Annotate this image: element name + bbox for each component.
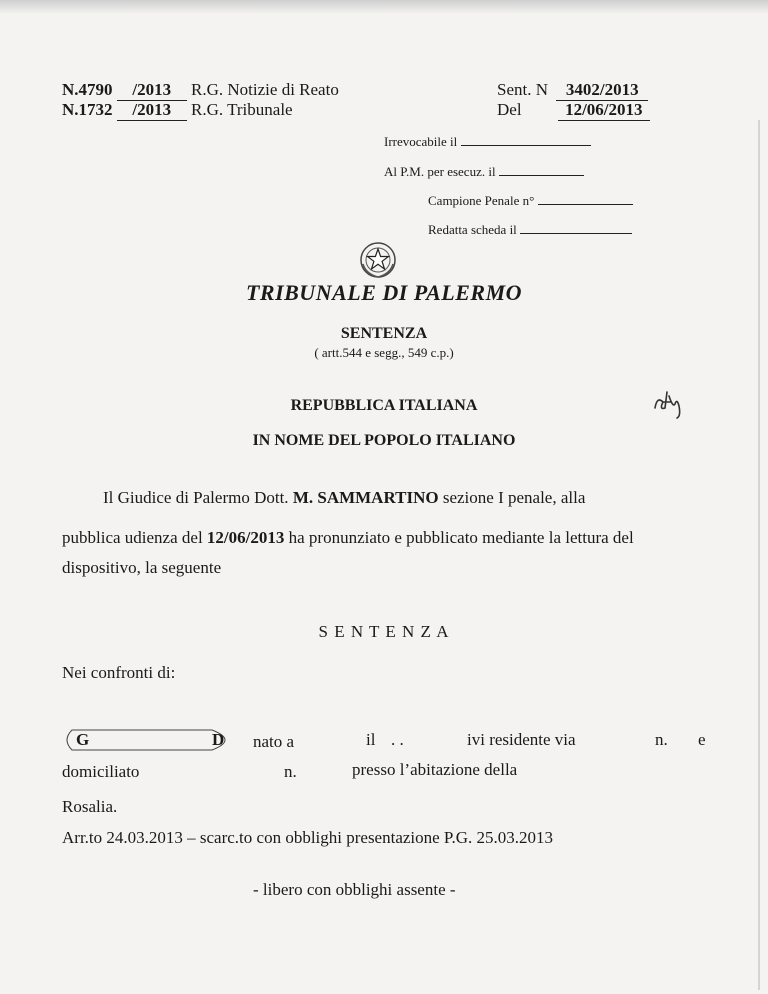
pm-field	[384, 164, 584, 180]
irrevocabile-label: Irrevocabile il	[384, 134, 458, 149]
campione-field	[428, 193, 633, 209]
sent-number: 3402/2013	[556, 80, 648, 101]
sentenza-heading: S E N T E N Z A	[318, 622, 450, 641]
defendant-initial-d: D	[212, 730, 225, 749]
irrevocabile-field	[384, 134, 591, 150]
residenza-label: ivi residente via	[467, 730, 576, 749]
presso-label: presso l’abitazione della	[352, 760, 518, 779]
conjunction-e: e	[698, 730, 706, 749]
hearing-text: pubblica udienza del	[62, 528, 207, 547]
case-number: N.4790	[62, 80, 113, 99]
sentence-date-row	[497, 100, 650, 121]
date-dots: . .	[391, 730, 404, 749]
scan-edge	[758, 120, 760, 990]
il-label: il	[366, 730, 376, 749]
rg-label: R.G.	[191, 100, 224, 119]
del-label: Del	[497, 100, 522, 119]
case-year: /2013	[117, 100, 187, 121]
blank-line	[538, 204, 633, 205]
pronounced-text: ha pronunziato e pubblicato mediante la lettura del	[284, 528, 634, 547]
court-name: TRIBUNALE DI PALERMO	[245, 280, 523, 305]
status-note: - libero con obblighi assente -	[253, 880, 456, 899]
redatta-label: Redatta scheda il	[428, 222, 517, 237]
judge-paragraph-line-3: dispositivo, la seguente	[62, 558, 222, 577]
judge-paragraph-line-2	[62, 528, 634, 548]
sent-label: Sent. N	[497, 80, 548, 99]
defendant-initial-g: G	[76, 730, 90, 749]
pm-label: Al P.M. per esecuz. il	[384, 164, 496, 179]
sent-date: 12/06/2013	[558, 100, 650, 121]
case-year: /2013	[117, 80, 187, 101]
blank-line	[499, 175, 584, 176]
judge-paragraph-line-1	[103, 488, 585, 508]
republic-heading: REPUBBLICA ITALIANA	[290, 397, 478, 414]
blank-line	[520, 233, 632, 234]
document-type: SENTENZA	[340, 325, 428, 342]
civic-number-label: n.	[655, 730, 668, 749]
italian-republic-emblem-icon	[358, 240, 398, 285]
case-number: N.1732	[62, 100, 113, 119]
arrest-note: Arr.to 24.03.2013 – scarc.to con obblighi presentazione P.G. 25.03.2013	[62, 828, 554, 847]
sentence-number-row	[497, 80, 648, 101]
hearing-date: 12/06/2013	[206, 528, 285, 547]
handwritten-initials-icon	[651, 388, 687, 427]
judge-intro: Il Giudice di Palermo Dott.	[103, 488, 293, 507]
confronti-label: Nei confronti di:	[62, 663, 176, 682]
redatta-field	[428, 222, 632, 238]
defendant-name	[62, 730, 240, 750]
nato-a-label: nato a	[253, 732, 295, 751]
rg-description: Notizie di Reato	[227, 80, 339, 99]
rosalia-text: Rosalia.	[62, 797, 118, 816]
domiciliato-label: domiciliato	[62, 762, 140, 781]
case-number-row-2	[62, 100, 293, 121]
civic-number-label-2: n.	[284, 762, 297, 781]
scan-edge	[0, 0, 768, 14]
campione-label: Campione Penale n°	[428, 193, 535, 208]
judge-name: M. SAMMARTINO	[292, 488, 439, 507]
in-nome-heading: IN NOME DEL POPOLO ITALIANO	[252, 432, 516, 449]
section-text: sezione I penale, alla	[438, 488, 586, 507]
blank-line	[461, 145, 591, 146]
case-number-row-1	[62, 80, 339, 101]
rg-description: Tribunale	[227, 100, 293, 119]
rg-label: R.G.	[191, 80, 224, 99]
articles-reference: ( artt.544 e segg., 549 c.p.)	[314, 345, 454, 360]
